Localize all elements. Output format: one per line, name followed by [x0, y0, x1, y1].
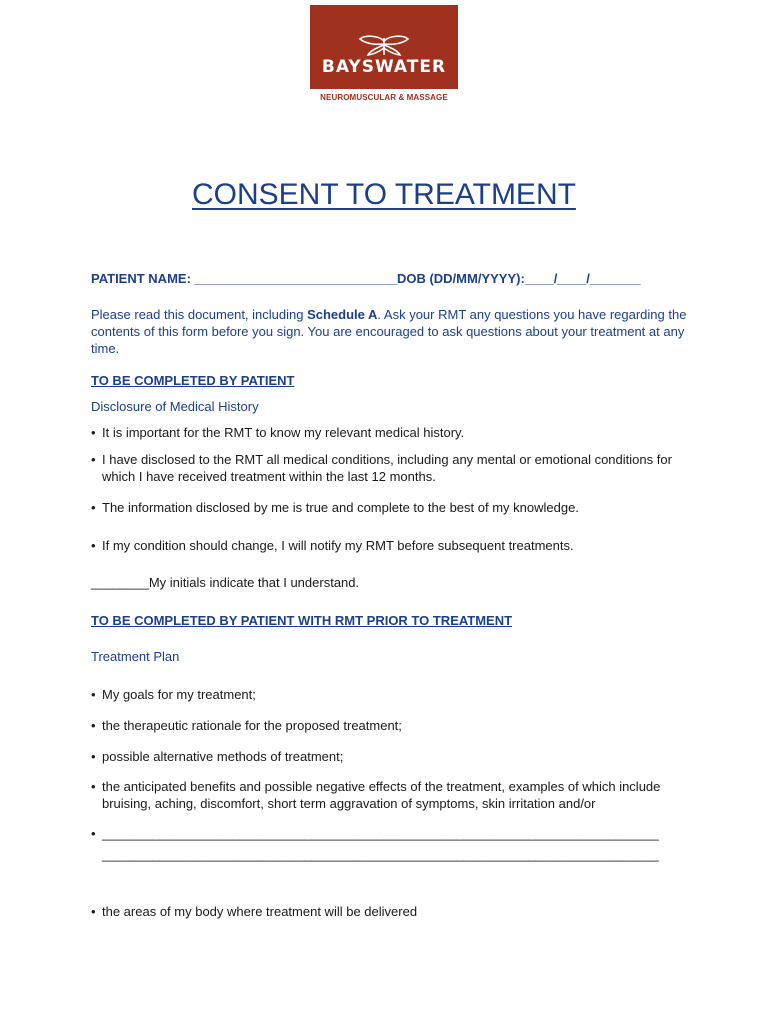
page-title: CONSENT TO TREATMENT	[192, 178, 576, 211]
bullet-icon: •	[91, 425, 96, 440]
bullet-icon: •	[91, 718, 96, 733]
list-item	[91, 499, 691, 516]
list-item	[91, 903, 691, 920]
bullet-icon: •	[91, 826, 96, 841]
section1-heading: TO BE COMPLETED BY PATIENT	[91, 373, 295, 388]
list-item	[91, 717, 691, 734]
list-item-text: I have disclosed to the RMT all medical conditions, including any mental or emotional conditions for which I have received treatment within the last 12 months.	[102, 452, 672, 484]
list-item	[91, 825, 691, 842]
list-item-text: the areas of my body where treatment will be delivered	[102, 904, 418, 919]
bullet-icon: •	[91, 779, 96, 794]
intro-text-before: Please read this document, including	[91, 307, 308, 322]
list-item	[91, 778, 691, 812]
logo-subtitle: NEUROMUSCULAR & MASSAGE	[320, 93, 448, 102]
bullet-icon: •	[91, 687, 96, 702]
section2-heading: TO BE COMPLETED BY PATIENT WITH RMT PRIOR TO TREATMENT	[91, 613, 513, 628]
dragonfly-icon	[358, 35, 410, 57]
bullet-icon: •	[91, 904, 96, 919]
list-item	[91, 424, 691, 441]
section2-subheading: Treatment Plan	[91, 649, 180, 664]
section1-subheading: Disclosure of Medical History	[91, 399, 259, 414]
list-item	[91, 537, 691, 554]
intro-text-after: . Ask your RMT any questions you have regarding the contents of this form before you sign. You are encouraged to ask questions about your treatment at any time.	[91, 307, 687, 356]
bullet-icon: •	[91, 749, 96, 764]
initials-line: ________My initials indicate that I understand.	[91, 575, 360, 590]
company-logo	[310, 5, 458, 89]
list-item	[91, 748, 691, 765]
patient-name-dob-line: PATIENT NAME: ____________________________DOB (DD/MM/YYYY):____/____/_______	[91, 271, 641, 286]
list-item	[91, 686, 691, 703]
list-item-text: If my condition should change, I will notify my RMT before subsequent treatments.	[102, 538, 574, 553]
list-item-text: The information disclosed by me is true and complete to the best of my knowledge.	[102, 500, 579, 515]
list-item-text: the anticipated benefits and possible negative effects of the treatment, examples of which include bruising, aching, discomfort, short term aggravation of symptoms, skin irritation and/or	[102, 779, 661, 811]
bullet-icon: •	[91, 500, 96, 515]
blank-line: _____________________________________________________________________________	[102, 826, 659, 841]
list-item	[91, 451, 691, 485]
list-item-text: the therapeutic rationale for the proposed treatment;	[102, 718, 402, 733]
bullet-icon: •	[91, 538, 96, 553]
intro-paragraph	[91, 306, 691, 357]
bullet-icon: •	[91, 452, 96, 467]
intro-schedule-link: Schedule A	[307, 307, 378, 322]
list-item-text: possible alternative methods of treatment;	[102, 749, 344, 764]
list-item-text: My goals for my treatment;	[102, 687, 256, 702]
list-item-continuation	[91, 846, 691, 863]
list-item-text: It is important for the RMT to know my relevant medical history.	[102, 425, 465, 440]
logo-brand-text: BAYSWATER	[321, 57, 447, 77]
blank-line: _____________________________________________________________________________	[102, 847, 659, 862]
